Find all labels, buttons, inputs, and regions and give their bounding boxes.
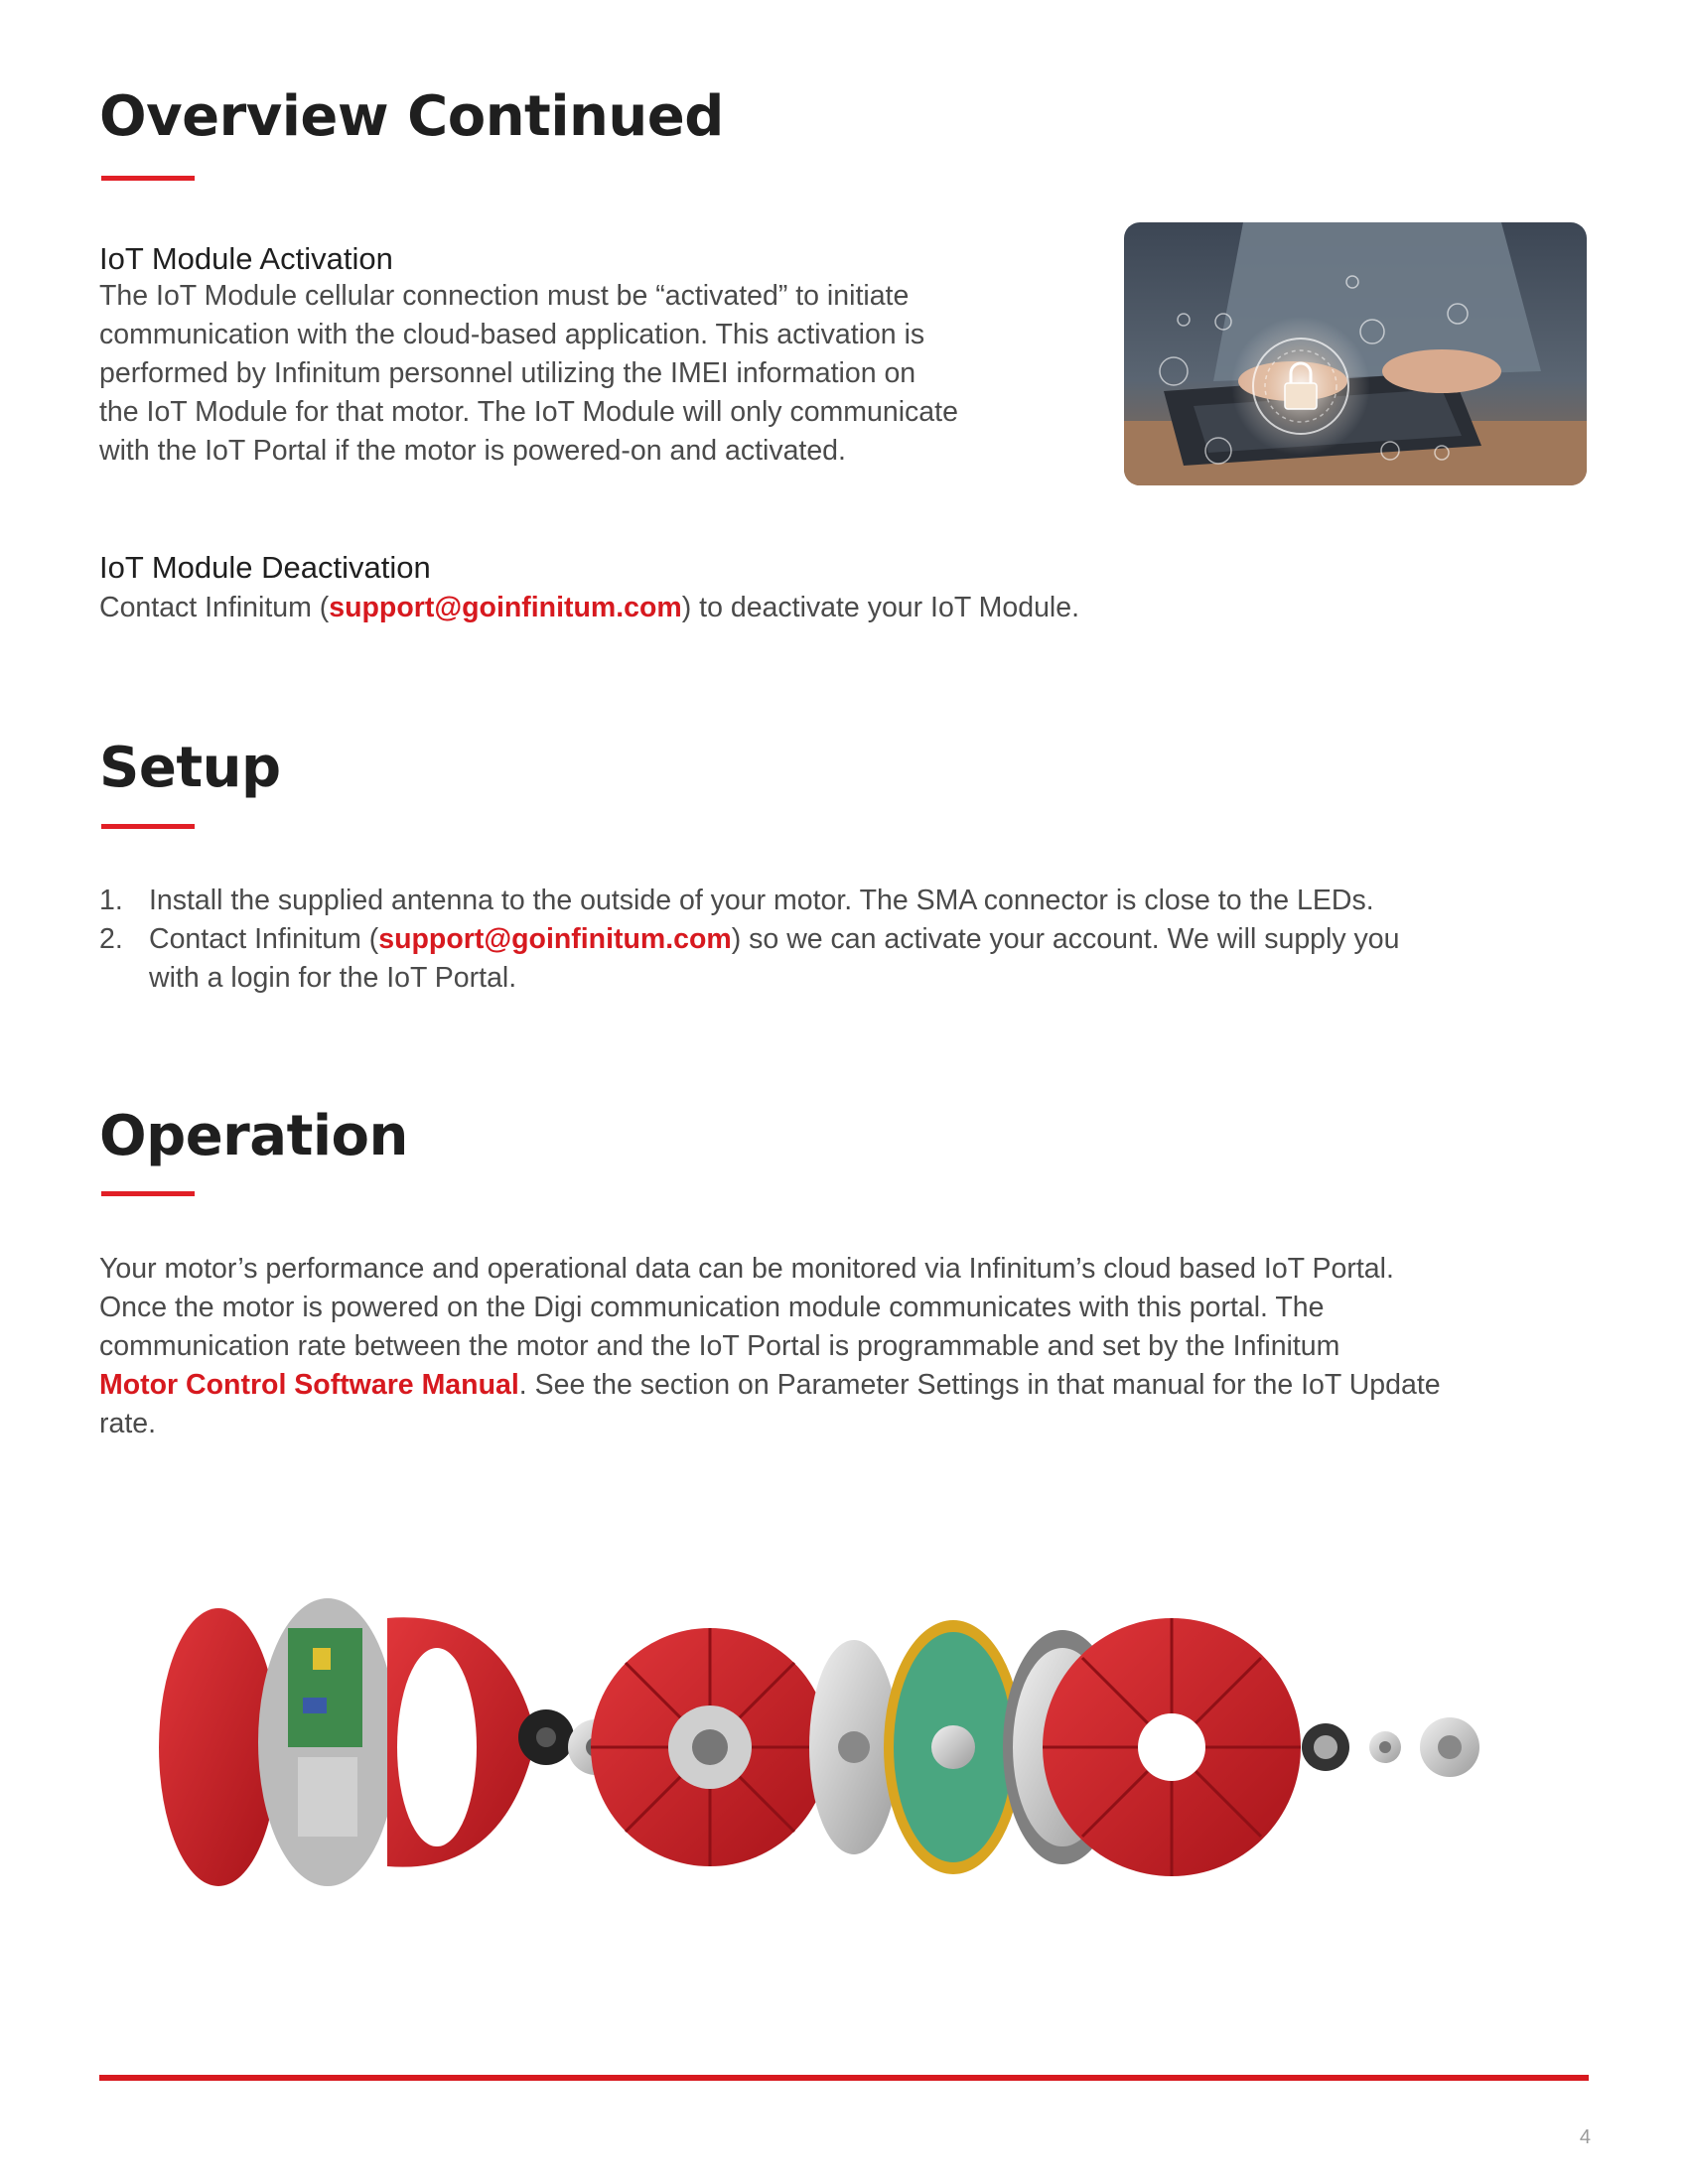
footer-rule bbox=[99, 2075, 1589, 2081]
activation-paragraph: The IoT Module cellular connection must be “activated” to initiate communication with the cloud-based application. This activation is performed by Infinitum personnel utilizing the IMEI information on the IoT Module for that motor. The IoT Module will only communicate with the IoT Portal if the motor is powered-on and activated. bbox=[99, 280, 958, 467]
operation-underline bbox=[101, 1191, 195, 1196]
deactivation-heading: IoT Module Deactivation bbox=[99, 550, 431, 585]
setup-steps-list bbox=[99, 882, 1569, 998]
operation-title: Operation bbox=[99, 1104, 408, 1168]
title-underline bbox=[101, 176, 195, 181]
page-title: Overview Continued bbox=[99, 84, 724, 149]
motor-control-manual-link[interactable]: Motor Control Software Manual bbox=[99, 1369, 519, 1401]
setup-title: Setup bbox=[99, 736, 281, 800]
support-email-link[interactable]: support@goinfinitum.com bbox=[378, 923, 732, 955]
setup-step: 1. Install the supplied antenna to the outside of your motor. The SMA connector is close to the LEDs. bbox=[99, 885, 1374, 916]
page-number: 4 bbox=[1579, 2126, 1591, 2148]
support-email-link[interactable]: support@goinfinitum.com bbox=[329, 592, 682, 623]
deactivation-paragraph: Contact Infinitum (support@goinfinitum.com) to deactivate your IoT Module. bbox=[99, 592, 1080, 623]
exploded-motor-illustration bbox=[149, 1588, 1539, 1896]
setup-step: 2. Contact Infinitum (support@goinfinitum.com) so we can activate your account. We will supply you with a login for the IoT Portal. bbox=[99, 923, 1400, 994]
laptop-security-photo bbox=[1124, 222, 1587, 485]
activation-heading: IoT Module Activation bbox=[99, 241, 393, 276]
operation-paragraph: Your motor’s performance and operational data can be monitored via Infinitum’s cloud based IoT Portal. Once the motor is powered on the Digi communication module communicates with this portal. The communication rate between the motor and the IoT Portal is programmable and set by the Infinitum Motor Control Software Manual. See the section on Parameter Settings in that manual for the IoT Update rate. bbox=[99, 1253, 1441, 1439]
setup-underline bbox=[101, 824, 195, 829]
